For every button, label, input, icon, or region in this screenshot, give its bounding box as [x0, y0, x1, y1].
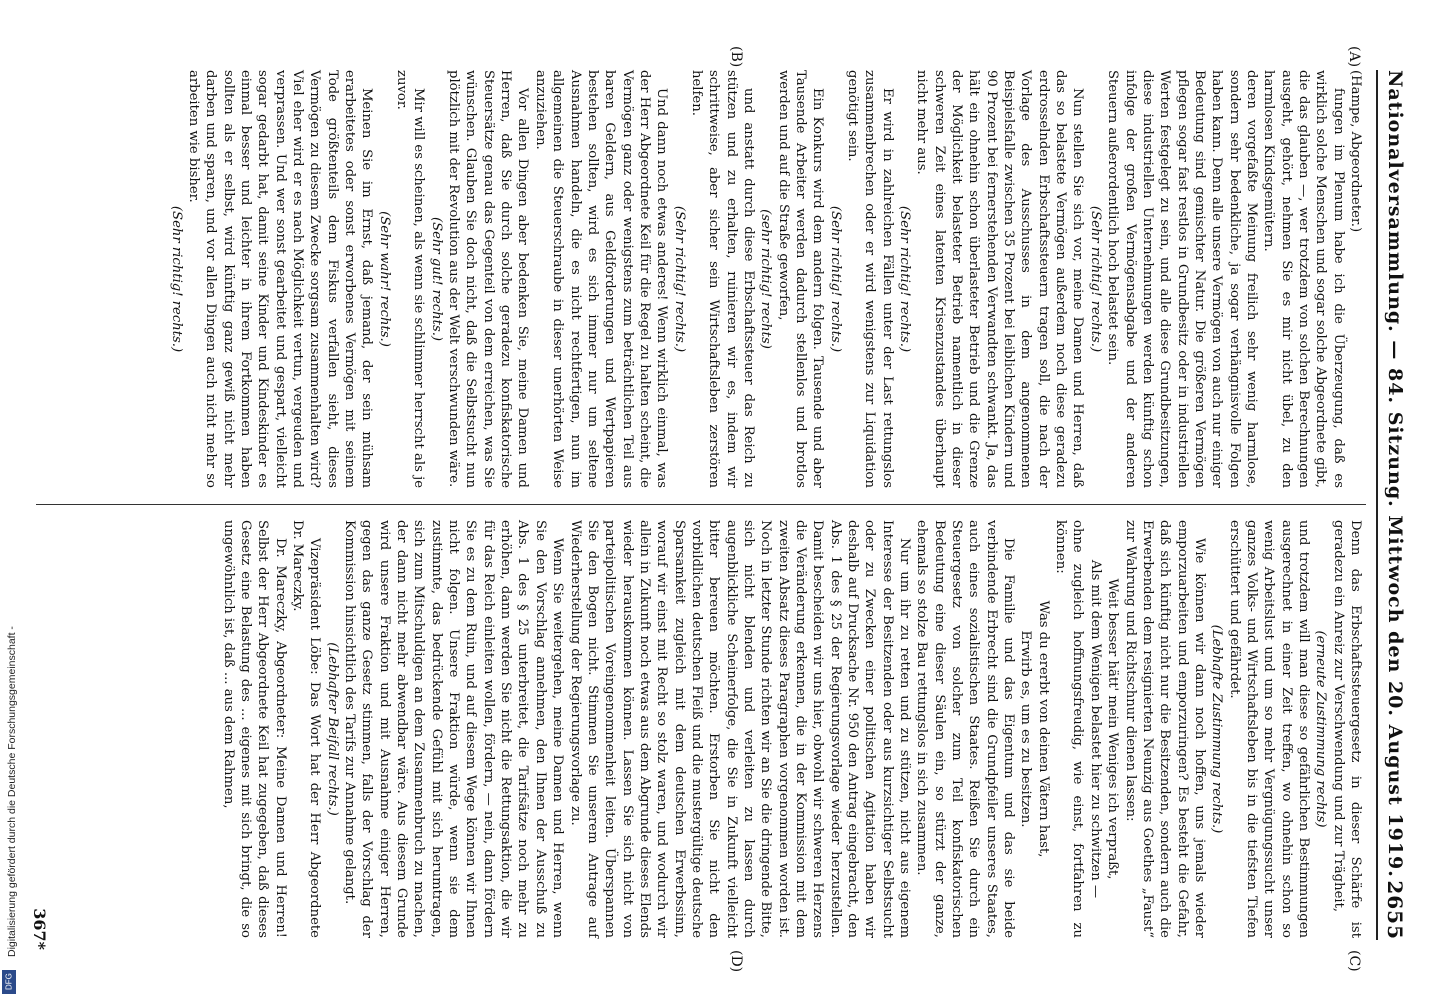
right-column-paragraph: Wenn Sie weitergehen, meine Damen und Herren, wenn Sie den Vorschlag annehmen, den Ihnen der Ausschuß zu Abs. 1 des § 25 unterbreitet, die Tarifsätze noch mehr zu erhöhen, dann werden Sie nicht die Rettungsaktion, die wir für das Reich einleiten wollen, fördern, — nein, dann fördern Sie es zu dem Ruin, und auf diesem Wege können wir Ihnen nicht folgen. Unsere Fraktion würde, wenn sie dem zustimmte, das bedrückende Gefühl mit sich herumtragen, sich zum Mitschuldigen an dem Zusammenbruch zu machen, der dann nicht mehr abwendbar wäre. Aus diesem Grunde wird unsere Fraktion und mit Ausnahme einiger Herren, gegen das ganze Gesetz stimmen, falls der Vorschlag der Kommission hinsichtlich des Tarifs zur Annahme gelangt. — [342, 520, 566, 938]
right-column-paragraph: Als mit dem Wenigen belastet hier zu schwitzen — — [1087, 559, 1103, 899]
left-column-paragraph: Meinen Sie im Ernst, daß jemand, der sein mühsam erarbeitetes oder sonst erworbenes Vermögen mit seinem Tode größtenteils dem Fiskus verfallen sieht, dieses Vermögen zu diesem Zwecke sorgsam zusammenhalten wird? Viel eher wird er es nach Möglichkeit vertun, vergeuden und verprassen. Und wer sonst gearbeitet und gespart, vielleicht sogar gedarbt hat, damit seine Kinder und Kindeskinder es einmal besser und leichter in ihrem Fortkommen haben sollten als er selbst, wird künftig ganz gewiß nicht mehr darben und sparen, und vor allen Dingen auch nicht mehr so arbeiten wie bisher. — [185, 70, 375, 488]
right-column-paragraph: Vizepräsident Löbe: Das Wort hat der Herr Abgeordnete Dr. Mareczky. — [290, 520, 323, 938]
right-column-paragraph: Wie können wir dann noch hoffen, uns jemals wieder emporzuarbeiten und emporzuringen? Es besteht die Gefahr, daß sich künftig nicht nur die Besitzenden, sondern auch die Erwerbenden dem resignierten Neunzig aus Goethes „Faust“ zur Wahrung und Richtschnur dienen lassen: — [1122, 520, 1207, 938]
left-column-paragraph: fungen im Plenum habe ich die Überzeugung, daß es wirklich solche Menschen und sogar solche Abgeordnete gibt, die das glauben —, wer trotzdem von solchen Berechnungen ausgeht, gehört, nehmen Sie es mir nicht übel, zu den harmlosen Kindsgemütern. — [1261, 70, 1346, 488]
right-column-paragraph: Denn das Erbschaftssteuergesetz in dieser Schärfe ist geradezu ein Anreiz zur Verschwendung und zur Trägheit, — [1330, 520, 1363, 938]
left-column-paragraph: (sehr richtig! rechts) — [758, 209, 774, 349]
left-column — [167, 70, 1364, 488]
dfg-logo-icon: DFG — [2, 970, 16, 994]
left-column-paragraph: (Sehr wahr! rechts.) — [376, 211, 392, 347]
margin-mark-b: (B) — [728, 46, 744, 68]
signature-mark: 367* — [30, 908, 49, 950]
margin-mark-d: (D) — [728, 950, 744, 973]
left-column-paragraph: Nun stellen Sie sich vor, meine Damen und Herren, daß das so belastete Vermögen außerdem noch diese geradezu erdrosselnden Erbschaftssteuern tragen soll, die nach der Vorlage des Ausschusses in dem angenommenen Beispielsfalle zwischen 35 Prozent bei leiblichen Kindern und 90 Prozent bei fernerstehenden Verwandten schwankt. Ja, das hält ein ohnehin schon überlasteter Betrieb und die Grenze der Möglichkeit belasteter Betrieb namentlich in dieser schweren Zeit eines latenten Krisenzustandes überhaupt nicht mehr aus. — [914, 70, 1086, 488]
left-column-paragraph: (Hampe, Abgeordneter.) — [1348, 70, 1363, 233]
right-column-paragraph: (Lebhafter Beifall rechts.) — [324, 642, 340, 816]
left-column-paragraph: Er wird in zahlreichen Fällen unter der Last rettungslos zusammenbrechen oder er wird wenigstens zur Liquidation genötigt sein. — [845, 70, 895, 488]
right-column — [219, 520, 1364, 938]
left-column-paragraph: Und dann noch etwas anderes! Wenn wirklich einmal, was der Herr Abgeordnete Keil für die Regel zu halten scheint, die Vermögen ganz oder wenigstens zum beträchtlichen Teil aus baren Geldern, aus Geldforderungen und Wertpapieren bestehen sollten, wird es sich immer nur um seltene Ausnahmen handeln, die es nicht rechtfertigen, nun im allgemeinen die Steuerschraube in dieser unerhörten Weise anzuziehen. — [532, 70, 670, 488]
right-column-paragraph: (Lebhafte Zustimmung rechts.) — [1209, 624, 1225, 834]
right-column-paragraph: Dr. Mareczky, Abgeordneter: Meine Damen und Herren! Selbst der Herr Abgeordnete Keil hat zugegeben, daß dieses Gesetz eine Belastung des ... eigenes mit sich bringt, die so ungewöhnlich ist, daß ... aus dem Rahmen, — [220, 520, 288, 938]
left-column-paragraph: (Sehr gut! rechts.) — [428, 216, 444, 342]
right-column-paragraph: Weit besser hätt' mein Weniges ich verpraßt, — [1105, 578, 1121, 880]
margin-mark-a: (A) — [1346, 46, 1362, 68]
right-column-paragraph: (erneute Zustimmung rechts) — [1313, 630, 1329, 828]
credit-strip — [6, 2, 16, 992]
left-column-paragraph: deren vorgefaßte Meinung freilich sehr wenig harmlose, sondern sehr bedenkliche, ja sogar verhängnisvolle Folgen haben kann. Denn alle unsere Vermögen von auch nur einiger Bedeutung sind gemischter Natur. Die größeren Vermögen pflegen sogar fast restlos in Grundbesitz oder in industriellen Werten festgelegt zu sein, und alle diese Grundbesitzungen, diese industriellen Unternehmungen werden künftig schon infolge der großen Vermögensabgabe und der anderen Steuern außerordentlich hoch belastet sein. — [1105, 70, 1259, 488]
left-column-paragraph: (Sehr richtig! rechts.) — [827, 205, 843, 353]
page-number: 2655 — [1383, 880, 1407, 940]
left-column-paragraph: (Sehr richtig! rechts.) — [671, 205, 687, 353]
right-column-paragraph: und trotzdem will man diese so gefährlichen Bestimmungen ausgerechnet in einer Zeit treffen, wo ohnehin schon so wenig Arbeitslust und um so mehr Vergnügungssucht unser ganzes Volks- und Wirtschaftsleben bis in die tiefsten Tiefen erschüttert und gefährdet. — [1226, 520, 1311, 938]
left-column-paragraph: Mir will es scheinen, als wenn sie schlimmer herrscht als je zuvor. — [394, 70, 427, 488]
left-column-paragraph: (Sehr richtig! rechts.) — [1087, 205, 1103, 353]
left-column-paragraph: Vor allen Dingen aber bedenken Sie, meine Damen und Herren, daß Sie durch solche geradezu konfiskatorische Steuersätze genau das Gegenteil von dem erreichen, was Sie wünschen. Glauben Sie doch nicht, daß die Selbstsucht nun plötzlich mit der Revolution aus der Welt verschwunden wäre. — [446, 70, 531, 488]
left-column-paragraph: (Sehr richtig! rechts.) — [897, 205, 913, 353]
right-column-paragraph: Nur um ihr zu retten und zu stützen, nicht aus eigenem Interesse der Besitzenden oder aus kurzsichtiger Selbstsucht oder zu Zwecken einer politischen Agitation haben wir deshalb auf Drucksache Nr. 950 den Antrag eingebracht, den Abs. 1 des § 25 der Regierungsvorlage wieder herzustellen. Damit bescheiden wir uns hier, obwohl wir schweren Herzens die Veränderung erkennen, die in der Kommission mit dem zweiten Absatz dieses Paragraphen vorgenommen worden ist. Noch in letzter Stunde richten wir an Sie die dringende Bitte, sich nicht blenden und verleiten zu lassen durch augenblickliche Scheinerfolge, die Sie in Zukunft vielleicht bitter bereuen möchten. Erstorben Sie nicht den vorbildlichen deutschen Fleiß und die mustergültige deutsche Sparsamkeit zugleich mit dem deutschen Erwerbssinn, worauf wir einst mit Recht so stolz waren, und wodurch wir allein in Zukunft noch etwas aus dem Abgrunde dieses Elends wieder herauskommen können. Lassen Sie sich nicht von parteipolitischen Voreingenommenheit leiten. Überspannen Sie den Bogen nicht. Stimmen Sie unserem Antrage auf Wiederherstellung der Regierungsvorlage zu. — [567, 520, 913, 938]
right-column-paragraph: ohne zugleich hoffnungsfreudig, wie einst, fortfahren zu können: — [1053, 520, 1086, 938]
header-title: Nationalversammlung. — 84. Sitzung. Mittwoch den 20. August 1919. — [1384, 70, 1406, 878]
left-column-paragraph: Ein Konkurs wird dem andern folgen. Tausende und aber Tausende Arbeiter werden dadurch stellenlos und brotlos werden und auf die Straße geworfen, — [775, 70, 826, 488]
credit-text: Digitalisierung gefördert durch die Deutsche Forschungsgemeinschaft - — [6, 626, 18, 957]
page-header — [1376, 70, 1412, 940]
margin-mark-c: (C) — [1346, 950, 1362, 972]
left-column-paragraph: (Sehr richtig! rechts.) — [168, 205, 184, 353]
right-column-paragraph: Was du ererbt von deinen Vätern hast, — [1035, 600, 1051, 858]
right-column-paragraph: Die Familie und das Eigentum und das sie beide verbindende Erbrecht sind die Grundpfeiler unseres Staates, auch eines sozialistischen Staates. Reißen Sie durch ein Steuergesetz von solcher zum Teil konfiskatorischen Bedeutung eine dieser Säulen ein, so stürzt der ganze, ehemals so stolze Bau rettungslos in sich zusammen. — [914, 520, 1017, 938]
left-column-paragraph: und anstatt durch diese Erbschaftssteuer das Reich zu stützen und zu erhalten, ruinieren wir es, indem wir schrittweise, aber sicher sein Wirtschaftsleben zerstören helfen. — [688, 70, 756, 488]
right-column-paragraph: Erwirb es, um es zu besitzen. — [1018, 630, 1034, 828]
column-divider — [36, 504, 1366, 505]
